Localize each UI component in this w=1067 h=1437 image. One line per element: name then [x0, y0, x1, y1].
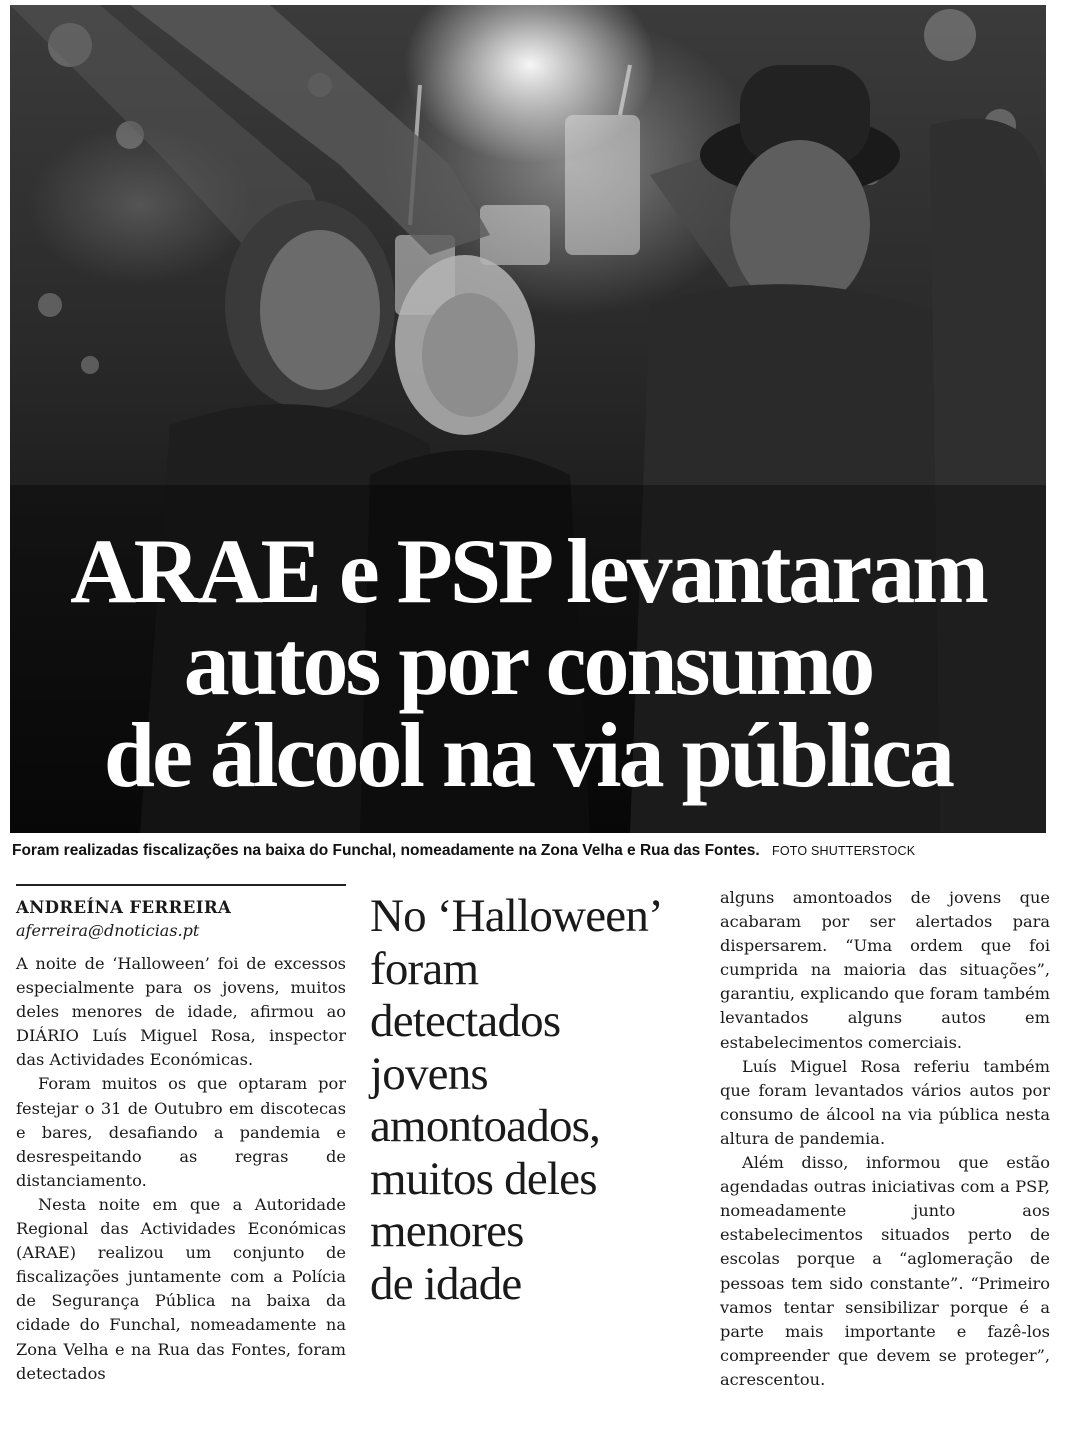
photo-caption: [12, 840, 1052, 862]
pull-quote-line: amontoados,: [370, 1100, 601, 1152]
pull-quote-line: jovens: [370, 1047, 488, 1100]
headline-line: ARAE e PSP levantaram: [70, 520, 986, 622]
article-paragraph: Além disso, informou que estão agendadas outras iniciativas com a PSP, nomeadamente junto aos estabelecimentos situados perto de escolas porque a “aglomeração de pessoas tem sido constante”. “Primeiro vamos tentar sensibilizar porque é a parte mais importante e fazê-los compreender que devem se proteger”, acrescentou.: [720, 1153, 1050, 1389]
pull-quote-line: detectados: [370, 995, 561, 1047]
article-paragraph: Nesta noite em que a Autoridade Regional das Actividades Económicas (ARAE) realizou um conjunto de fiscalizações juntamente com a Polícia de Segurança Pública na baixa da cidade do Funchal, nomeadamente na Zona Velha e na Rua das Fontes, foram detectados: [16, 1194, 346, 1383]
article-paragraph: Luís Miguel Rosa referiu também que foram levantados vários autos por consumo de álcool na via pública nesta altura de pandemia.: [720, 1056, 1050, 1148]
headline-line: autos por consumo: [183, 612, 873, 714]
article-paragraph: A noite de ‘Halloween’ foi de excessos especialmente para os jovens, muitos deles menores de idade, afirmou ao DIÁRIO Luís Miguel Rosa, inspector das Actividades Económicas.: [16, 954, 346, 1070]
headline-line: de álcool na via pública: [103, 704, 953, 806]
article-paragraph: alguns amontoados de jovens que acabaram por ser alertados para dispersarem. “Uma ordem que foi cumprida na maioria das situações”, garantiu, explicando que foram também levantados alguns autos em estabelecimentos comerciais.: [720, 888, 1050, 1052]
photo-credit: FOTO SHUTTERSTOCK: [772, 844, 916, 858]
pull-quote-line: muitos deles: [370, 1152, 597, 1205]
article-photo: [10, 5, 1046, 833]
article-column-right: [720, 886, 1050, 1392]
author-email[interactable]: aferreira@dnoticias.pt: [16, 921, 200, 940]
headline: [10, 520, 1046, 806]
pull-quote-line: de idade: [370, 1257, 522, 1310]
article-column-left: [16, 884, 346, 1386]
article-paragraph: Foram muitos os que optaram por festejar o 31 de Outubro em discotecas e bares, desafiando a pandemia e desrespeitando as regras de distanciamento.: [16, 1074, 346, 1190]
author-name: ANDREÍNA FERREIRA: [16, 898, 232, 917]
pull-quote-line: No ‘Halloween’: [370, 890, 663, 942]
pull-quote-line: menores: [370, 1205, 524, 1257]
pull-quote: [370, 890, 700, 1310]
caption-text: Foram realizadas fiscalizações na baixa do Funchal, nomeadamente na Zona Velha e Rua das Fontes.: [12, 842, 760, 859]
pull-quote-line: foram: [370, 942, 479, 995]
